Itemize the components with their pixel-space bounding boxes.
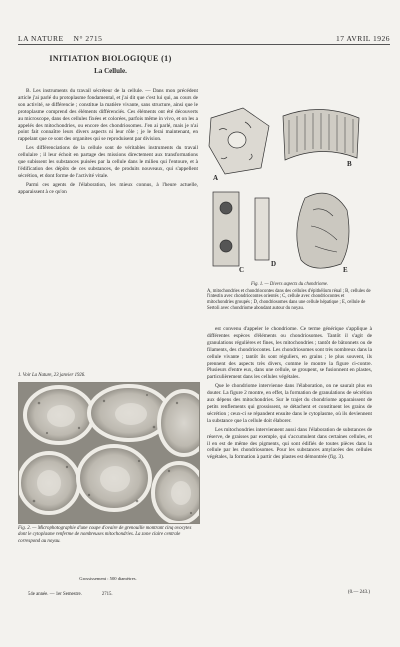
paragraph: Les mitochondries interviennent aussi dans l'élaboration de substances de réserve, de graisses par exemple, qui s'accumulent dans certaines cellules, et il en est de même des pigments, qui sont édifiés de toutes pièces dans la cellule par les chondriosomes. Pour les substances amylacées des cellules végétales, la formation à partir des plastes est démontrée (fig. 3). <box>207 426 372 461</box>
cell-micrograph-image <box>19 383 199 523</box>
journal-name: LA NATURE <box>18 34 64 43</box>
photo-caption: Fig. 2. — Microphotographie d'une coupe d'ovaire de grenouille montrant cinq ovocytes dont le cytoplasme renferme de nombreuses mitochondries. La zone claire centrale correspond au noyau. <box>18 526 192 544</box>
caption-body: A, mitochondries et chondriocontes dans des cellules d'épithélium rénal ; B, cellules de l'intestin avec chondriocontes orientés ; C, cellule avec chondriocontes et mitochondries groupés ; D, chondriosomes dans une cellule hépatique ; E, cellule de Sertoli avec chondriome abondant autour du noyau. <box>207 288 371 311</box>
paragraph: Que le chondriome intervienne dans l'élaboration, on ne saurait plus en douter. La figure 2 montre, en effet, la formation de granulations de sécrétion aux dépens des mitochondries. Sur le trajet du chondriome apparaissent de petits renflements qui grossissent, se détachent et constituent les grains de sécrétion ; ceux-ci se répandent ensuite dans le cytoplasme, où ils deviennent la substance que la cellule doit élaborer. <box>207 383 372 424</box>
left-column-text <box>18 88 198 198</box>
issue-number: N° 2715 <box>73 34 103 43</box>
paragraph: est convenu d'appeler le chondriome. Ce terme générique s'applique à différentes espèces d'éléments ou chondriosomes. Tantôt il s'agit de granulations régulières et fines, les mitochondries ; tantôt de bâtonnets ou de filaments, des chondriocontes. Les chondriosomes sont très nombreux dans la cellule vivante ; tantôt ils sont réguliers, en grains ; le plus souvent, ils prennent des aspects très divers, comme le montre la figure ci-contre. Plusieurs d'entre eux, dans une cellule, se groupent, se fusionnent en plastes, particulièrement dans les cellules végétales. <box>207 326 372 381</box>
footnote: 1. Voir La Nature, 23 janvier 1926. <box>18 373 86 378</box>
figure-1-caption <box>207 282 372 312</box>
article-title: INITIATION BIOLOGIQUE (1) <box>49 54 172 63</box>
paragraph: Parmi ces agents de l'élaboration, les mieux connus, à l'heure actuelle, apparaissent à ce qu'on <box>18 181 198 195</box>
page-number: (0.— 243.) <box>347 590 370 595</box>
paragraph: B. Les instruments du travail sécréteur de la cellule. — Dans mon précédent article j'ai parlé du protoplasme fondamental, et j'ai dit que c'est lui qui, au cours de son activité, se différencie ; constitue la matière vivante, sans structure, ainsi que le protoplasme comprend des éléments différenciés. Ces éléments ont été découverts au microscope, dans des cellules fixées et colorées, parfois même in vivo, et on les a appelés des mitochondries, ou encore des chondriosomes. J'en ai parlé, mais je n'ai point fait connaître leurs divers aspects ni leur rôle ; je le ferai maintenant, en rappelant que ce sont des organites qui se reproduisent par division. <box>18 88 198 143</box>
panel-label-e: E <box>343 266 348 274</box>
panel-label-a: A <box>213 174 219 182</box>
issue-date: 17 AVRIL 1926 <box>335 34 390 43</box>
figure-1-panels <box>205 100 365 278</box>
photomicrograph <box>18 382 200 524</box>
caption-heading: Fig. 1. — Divers aspects du chondriome. <box>251 282 328 287</box>
panel-label-b: B <box>347 160 352 168</box>
photo-credit: Grossissement : 500 diamètres. <box>79 576 137 581</box>
masthead-rule <box>18 44 390 45</box>
masthead <box>18 29 390 43</box>
panel-label-c: C <box>239 266 245 274</box>
paragraph: Les différenciations de la cellule sont de véritables instruments du travail cellulaire ; il leur échoit en partage des missions directement aux transformations que subissent les substances puisées par la cellule dans le milieu qui l'entoure, et à l'édification des dépôts de ces substances, de produits nouveaux, qui s'appellent sécrétion, et dont forme de l'activité vitale. <box>18 145 198 179</box>
page-footer <box>28 592 113 597</box>
article-subtitle: La Cellule. <box>94 67 127 75</box>
cell-drawings <box>205 100 365 278</box>
right-column-text <box>207 326 372 463</box>
issue-index: 2715. <box>101 592 113 597</box>
series-info: 54e année. — 1er Semestre. <box>28 592 82 597</box>
panel-label-d: D <box>271 260 277 268</box>
